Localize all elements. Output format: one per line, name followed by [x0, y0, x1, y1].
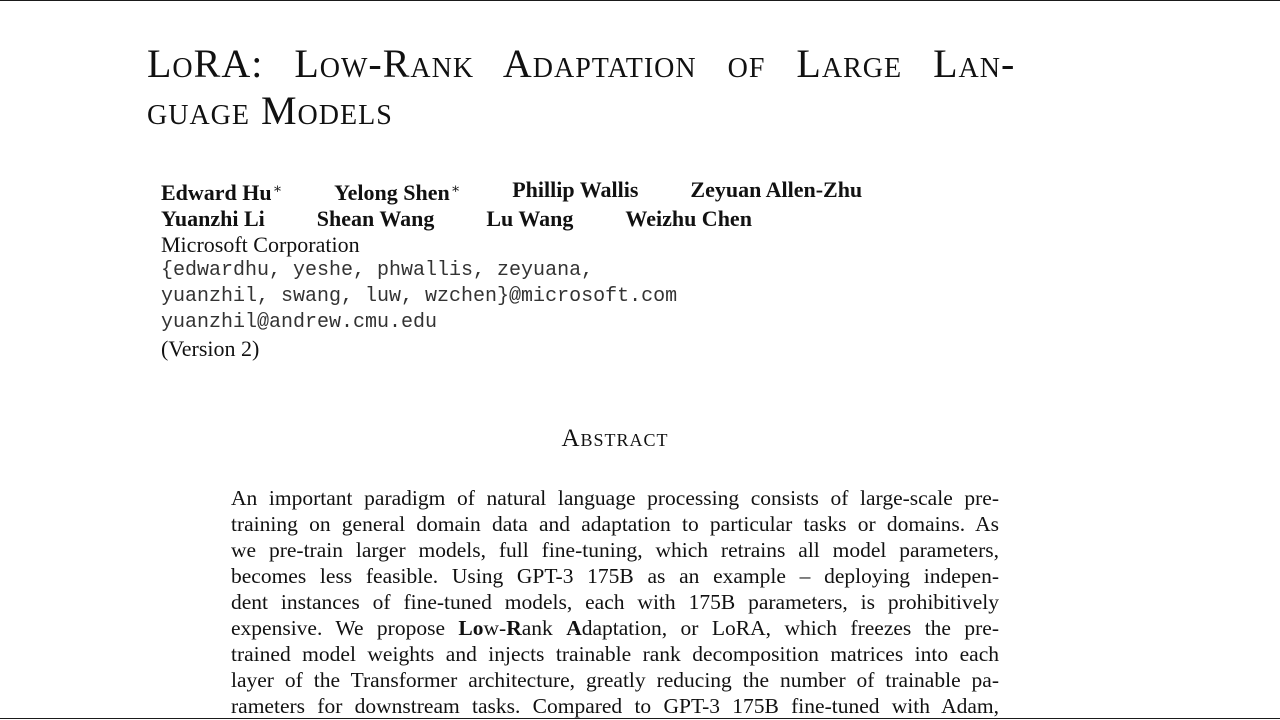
- abstract-line: An important paradigm of natural language processing consists of large-scale pre-: [231, 486, 999, 510]
- email-line: {edwardhu, yeshe, phwallis, zeyuana,: [161, 259, 594, 282]
- author-name: Yelong Shen∗: [334, 180, 461, 205]
- author-name: Shean Wang: [316, 206, 435, 231]
- title-line-2: guage Models: [147, 88, 393, 133]
- version-label: (Version 2): [161, 336, 260, 361]
- abstract-line: becomes less feasible. Using GPT-3 175B as an example – deploying indepen-: [231, 564, 999, 588]
- author-name: Phillip Wallis: [512, 177, 639, 202]
- top-border: [0, 0, 1280, 1]
- author-name: Lu Wang: [486, 206, 574, 231]
- email-line: yuanzhil@andrew.cmu.edu: [161, 311, 438, 334]
- affiliation: Microsoft Corporation: [161, 232, 360, 257]
- abstract-line: training on general domain data and adaptation to particular tasks or domains. As: [231, 512, 999, 536]
- author-name: Edward Hu∗: [161, 180, 283, 205]
- abstract-line: layer of the Transformer architecture, greatly reducing the number of trainable pa-: [231, 668, 999, 692]
- abstract-heading: Abstract: [561, 425, 669, 452]
- author-name: Zeyuan Allen-Zhu: [690, 177, 863, 202]
- author-row-2: [161, 206, 914, 232]
- abstract-line: expensive. We propose Low-Rank Adaptation, or LoRA, which freezes the pre-: [231, 616, 999, 640]
- abstract-body: [231, 485, 999, 719]
- author-name: Weizhu Chen: [625, 206, 752, 231]
- abstract-line: dent instances of fine-tuned models, each with 175B parameters, is prohibitively: [231, 590, 999, 614]
- title-line-1: LoRA: Low-Rank Adaptation of Large Lan-: [147, 41, 1016, 86]
- email-line: yuanzhil, swang, luw, wzchen}@microsoft.com: [161, 285, 678, 308]
- abstract-line: rameters for downstream tasks. Compared to GPT-3 175B fine-tuned with Adam,: [231, 694, 999, 718]
- paper-title: [147, 40, 1107, 134]
- abstract-line: trained model weights and injects trainable rank decomposition matrices into each: [231, 642, 999, 666]
- author-block: [161, 177, 914, 362]
- author-row-1: [161, 177, 914, 206]
- bottom-border: [0, 718, 1280, 719]
- author-name: Yuanzhi Li: [161, 206, 265, 231]
- abstract-line: we pre-train larger models, full fine-tuning, which retrains all model parameters,: [231, 538, 999, 562]
